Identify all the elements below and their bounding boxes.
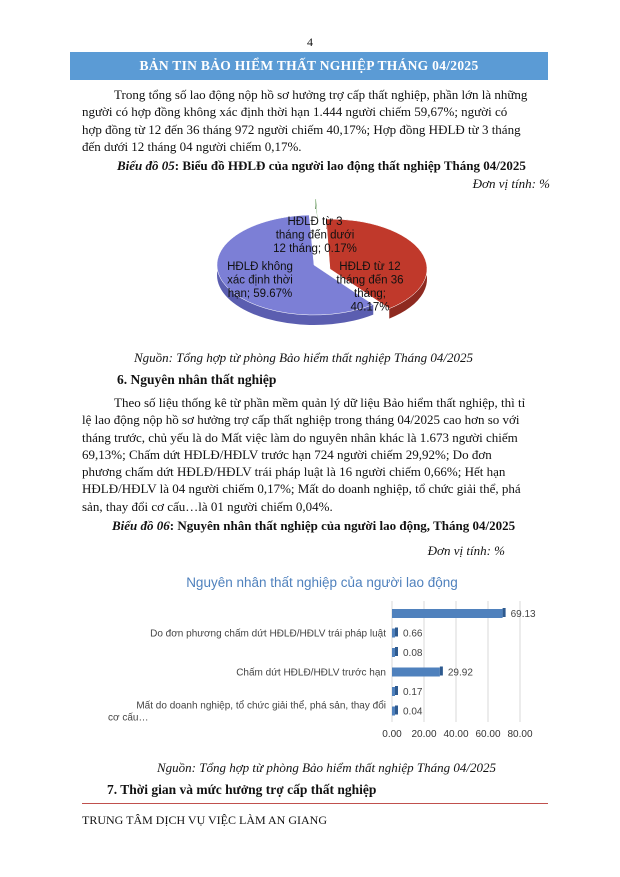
footer-organization: TRUNG TÂM DỊCH VỤ VIỆC LÀM AN GIANG	[82, 813, 328, 827]
chart5-caption-prefix: Biểu đồ 05	[117, 158, 175, 173]
bar-value-label: 0.66	[403, 628, 423, 640]
para-line: tháng trước, chủ yếu là do Mất việc làm do nguyên nhân khác là 1.673 người chiếm	[82, 429, 518, 445]
x-tick-label: 0.00	[382, 729, 402, 740]
bar	[392, 629, 395, 638]
para-line: Trong tổng số lao động nộp hồ sơ hưởng trợ cấp thất nghiệp, phần lớn là những	[114, 87, 528, 102]
bar-value-label: 0.08	[403, 648, 423, 659]
unemployment-reason-paragraph	[82, 394, 548, 515]
pie-slice-label: HĐLĐ không xác định thời hạn; 59.67%	[227, 261, 293, 300]
bar-edge	[395, 706, 398, 715]
pie-slice-label: HĐLĐ từ 3 tháng đến dưới 12 tháng; 0.17%	[273, 216, 357, 255]
bar-value-label: 29.92	[447, 667, 473, 679]
bar	[392, 687, 395, 696]
category-label: Mất do doanh nghiệp, tổ chức giải thể, phá sản, thay đổi cơ cấu…	[108, 700, 386, 724]
para-line: lệ lao động nộp hồ sơ hưởng trợ cấp thất nghiệp trong tháng 04/2025 cao hơn so với	[82, 412, 520, 428]
bar-value-label: 0.17	[403, 687, 423, 698]
section7-heading: 7. Thời gian và mức hưởng trợ cấp thất nghiệp	[107, 782, 377, 797]
x-tick-label: 60.00	[475, 729, 501, 740]
chart5-unit: Đơn vị tính: %	[472, 176, 550, 191]
x-tick-label: 40.00	[443, 729, 469, 740]
bar-edge	[395, 647, 398, 656]
page-number: 4	[307, 35, 313, 49]
para-line: sản, thay đổi cơ cấu…là 01 người chiếm 0,04%.	[82, 498, 333, 514]
bar	[392, 609, 503, 618]
bar	[392, 668, 440, 677]
chart6-caption-text: : Nguyên nhân thất nghiệp của người lao động, Tháng 04/2025	[169, 518, 516, 533]
bar-edge	[503, 608, 506, 617]
chart6-caption	[112, 518, 515, 534]
bar-edge	[440, 667, 443, 676]
bar-edge	[395, 686, 398, 695]
category-label: Chấm dứt HĐLĐ/HĐLV trước hạn	[236, 667, 386, 679]
para-line: phương chấm dứt HĐLĐ/HĐLV trái pháp luật là 16 người chiếm 0,66%; Hết hạn	[82, 464, 506, 480]
bar	[392, 648, 395, 657]
footer-divider	[82, 803, 548, 804]
category-label: Do đơn phương chấm dứt HĐLĐ/HĐLV trái pháp luật	[150, 628, 386, 640]
pie-slice-label: HĐLĐ từ 12 tháng đến 36 tháng; 40.17%	[336, 261, 404, 314]
section6-heading: 6. Nguyên nhân thất nghiệp	[117, 372, 277, 387]
bar-chart-unemployment-reasons	[100, 565, 550, 755]
para-line: hợp đồng từ 12 đến 36 tháng 972 người chiếm 40,17%; Hợp đồng HĐLĐ từ 3 tháng	[82, 121, 521, 137]
para-line: HĐLĐ/HĐLV là 04 người chiếm 0,17%; Mất do doanh nghiệp, tổ chức giải thể, phá	[82, 481, 521, 497]
x-tick-label: 20.00	[411, 729, 437, 740]
bar-value-label: 69.13	[510, 609, 536, 620]
bar-edge	[395, 628, 398, 637]
bar-chart-title: Nguyên nhân thất nghiệp của người lao động	[186, 575, 458, 590]
para-line: người có hợp đồng không xác định thời hạn 1.444 người chiếm 59,67%; người có	[82, 104, 508, 120]
para-line: 69,13%; Chấm dứt HĐLĐ/HĐLV trước hạn 724 người chiếm 29,92%; Do đơn	[82, 446, 492, 462]
chart6-source: Nguồn: Tổng hợp từ phòng Bảo hiểm thất nghiệp Tháng 04/2025	[157, 760, 497, 775]
chart6-caption-prefix: Biểu đồ 06	[112, 518, 170, 533]
x-tick-label: 80.00	[507, 729, 533, 740]
bar-value-label: 0.04	[403, 706, 423, 718]
contract-type-paragraph	[82, 86, 548, 155]
chart6-unit: Đơn vị tính: %	[427, 543, 505, 558]
para-line: Theo số liệu thống kê từ phần mềm quản lý dữ liệu Bảo hiểm thất nghiệp, thì tỉ	[114, 395, 526, 410]
bar	[392, 707, 395, 716]
chart5-caption-text: : Biểu đồ HĐLĐ của người lao động thất nghiệp Tháng 04/2025	[174, 158, 526, 173]
pie-chart-contract-type	[200, 195, 460, 345]
chart5-source: Nguồn: Tổng hợp từ phòng Bảo hiểm thất nghiệp Tháng 04/2025	[134, 350, 474, 365]
chart5-caption	[117, 158, 526, 174]
para-line: đến dưới 12 tháng 04 người chiếm 0,17%.	[82, 138, 302, 154]
newsletter-banner-title: BẢN TIN BẢO HIỂM THẤT NGHIỆP THÁNG 04/2025	[70, 52, 548, 80]
